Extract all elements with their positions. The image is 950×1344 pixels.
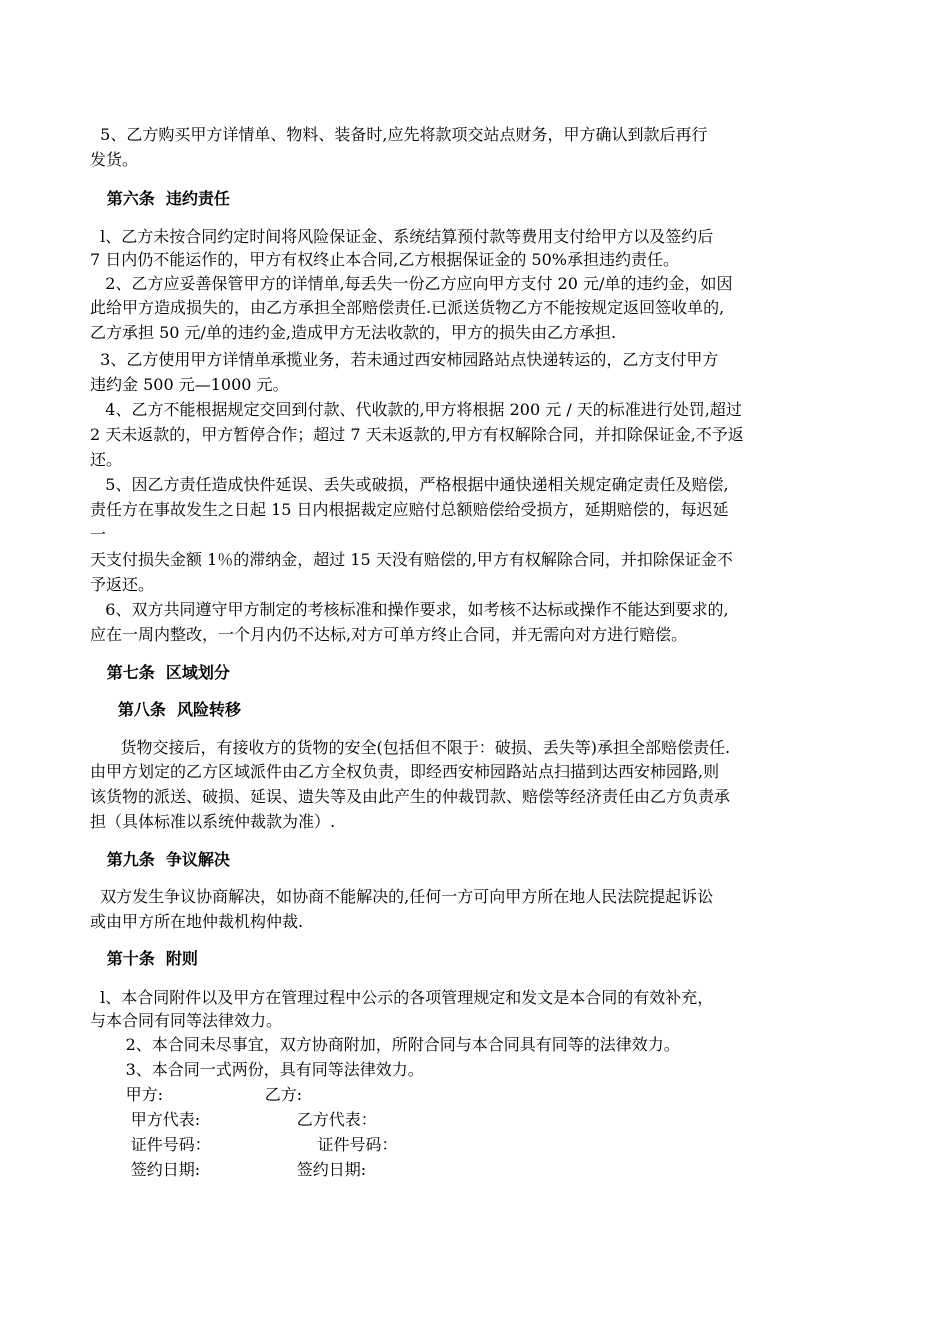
article-6-line: 6、双方共同遵守甲方制定的考核标准和操作要求，如考核不达标或操作不能达到要求的, (90, 600, 729, 619)
clause-5-line-2: 发货。 (90, 150, 139, 169)
article-6-line: 3、乙方使用甲方详情单承揽业务，若未通过西安柿园路站点快递转运的，乙方支付甲方 (90, 350, 719, 369)
article-6-heading: 第六条 违约责任 (90, 189, 230, 208)
article-6-line: 还。 (90, 450, 123, 469)
article-6-line: 4、乙方不能根据规定交回到付款、代收款的,甲方将根据 200 元 / 天的标准进行处罚,超过 (90, 400, 742, 419)
article-8-line: 该货物的派送、破损、延误、遗失等及由此产生的仲裁罚款、赔偿等经济责任由乙方负责承 (90, 787, 731, 806)
signature-date-row: 签约日期: 签约日期: (90, 1160, 367, 1179)
article-6-line: 5、因乙方责任造成快件延误、丢失或破损，严格根据中通快递相关规定确定责任及赔偿, (90, 475, 729, 494)
article-6-line: 此给甲方造成损失的，由乙方承担全部赔偿责任.已派送货物乙方不能按规定返回签收单的, (90, 298, 725, 317)
article-6-line: 应在一周内整改，一个月内仍不达标,对方可单方终止合同，并无需向对方进行赔偿。 (90, 625, 688, 644)
article-6-line: 7 日内仍不能运作的，甲方有权终止本合同,乙方根据保证金的 50%承担违约责任。 (90, 250, 680, 269)
article-9-line: 双方发生争议协商解决，如协商不能解决的,任何一方可向甲方所在地人民法院提起诉讼 (90, 887, 714, 906)
signature-party-row: 甲方: 乙方: (90, 1085, 303, 1104)
article-8-heading: 第八条 风险转移 (90, 700, 241, 719)
article-10-line: 3、本合同一式两份，具有同等法律效力。 (90, 1060, 424, 1079)
article-6-line: 责任方在事故发生之日起 15 日内根据裁定应赔付总额赔偿给受损方，延期赔偿的，每迟延 (90, 500, 729, 519)
article-6-line: 一 (90, 525, 107, 544)
article-9-line: 或由甲方所在地仲裁机构仲裁. (90, 912, 304, 931)
article-8-line: 担（具体标准以系统仲裁款为准）. (90, 812, 336, 831)
article-8-line: 货物交接后，有接收方的货物的安全(包括但不限于：破损、丢失等)承担全部赔偿责任. (90, 738, 731, 757)
article-8-line: 由甲方划定的乙方区域派件由乙方全权负责，即经西安柿园路站点扫描到达西安柿园路,则 (90, 762, 720, 781)
article-10-line: l、本合同附件以及甲方在管理过程中公示的各项管理规定和发文是本合同的有效补充， (90, 988, 714, 1007)
article-10-line: 2、本合同未尽事宜，双方协商附加，所附合同与本合同具有同等的法律效力。 (90, 1035, 680, 1054)
article-10-heading: 第十条 附则 (90, 949, 198, 968)
article-6-line: 2 天未返款的，甲方暂停合作；超过 7 天未返款的,甲方有权解除合同，并扣除保证金,不予返 (90, 425, 744, 444)
article-6-line: 违约金 500 元—1000 元。 (90, 375, 289, 394)
article-7-heading: 第七条 区域划分 (90, 663, 230, 682)
article-6-line: l、乙方未按合同约定时间将风险保证金、系统结算预付款等费用支付给甲方以及签约后 (90, 227, 714, 246)
signature-representative-row: 甲方代表: 乙方代表： (90, 1110, 377, 1129)
article-9-heading: 第九条 争议解决 (90, 850, 230, 869)
article-6-line: 予返还。 (90, 575, 155, 594)
article-10-line: 与本合同有同等法律效力。 (90, 1011, 283, 1030)
article-6-line: 乙方承担 50 元/单的违约金,造成甲方无法收款的，甲方的损失由乙方承担. (90, 323, 617, 342)
article-6-line: 2、乙方应妥善保管甲方的详情单,每丢失一份乙方应向甲方支付 20 元/单的违约金，如因 (90, 274, 733, 293)
clause-5-line-1: 5、乙方购买甲方详情单、物料、装备时,应先将款项交站点财务，甲方确认到款后再行 (90, 125, 708, 144)
signature-id-number-row: 证件号码： 证件号码： (90, 1135, 398, 1154)
article-6-line: 天支付损失金额 1％的滞纳金，超过 15 天没有赔偿的,甲方有权解除合同，并扣除保证金不 (90, 550, 733, 569)
